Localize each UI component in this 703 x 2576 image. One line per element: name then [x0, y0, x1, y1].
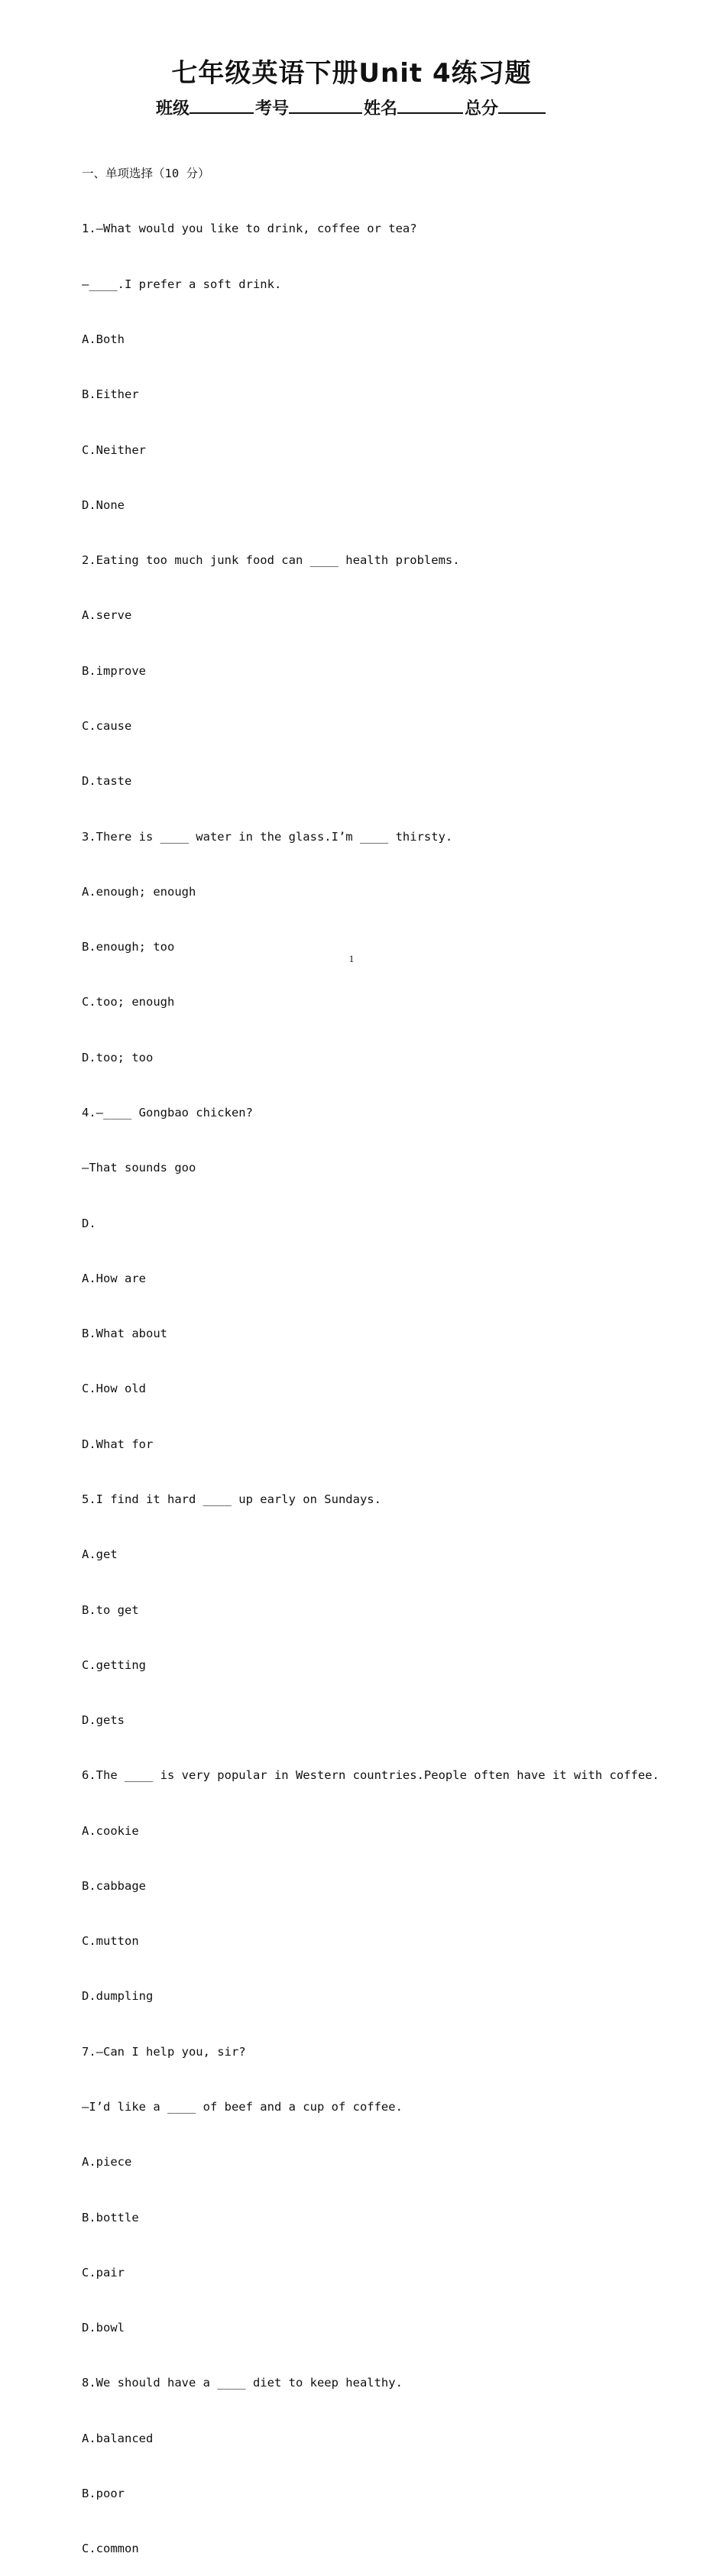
option-line: D.taste: [82, 774, 132, 789]
option-line: B.What about: [82, 1327, 167, 1341]
exam-number-label: 考号: [254, 99, 289, 118]
option-line: C.too; enough: [82, 995, 175, 1009]
option-line: D.gets: [82, 1713, 125, 1728]
option-line: D.dumpling: [82, 1989, 154, 2004]
option-line: C.common: [82, 2542, 139, 2556]
option-line: B.improve: [82, 663, 146, 678]
option-line: A.piece: [82, 2155, 132, 2169]
option-line: A.Both: [82, 332, 125, 347]
question-line: 5.I find it hard ____ up early on Sundays.: [82, 1492, 381, 1506]
question-line: 2.Eating too much junk food can ____ health problems.: [82, 553, 460, 568]
name-blank[interactable]: [397, 96, 463, 114]
option-line: C.How old: [82, 1382, 146, 1396]
option-line: C.cause: [82, 719, 132, 733]
option-line: C.mutton: [82, 1934, 139, 1949]
option-line: D.bowl: [82, 2321, 125, 2335]
option-line: A.How are: [82, 1271, 146, 1285]
option-line: A.cookie: [82, 1823, 139, 1838]
question-content: [82, 128, 685, 2576]
question-line: —That sounds goo: [82, 1161, 196, 1175]
option-line: C.Neither: [82, 442, 146, 457]
option-line: A.get: [82, 1547, 118, 1562]
option-line: B.to get: [82, 1602, 139, 1617]
option-line: B.bottle: [82, 2210, 139, 2224]
class-label: 班级: [155, 99, 190, 118]
option-line: B.enough; too: [82, 940, 175, 954]
section-heading: 一、单项选择（10 分）: [82, 167, 210, 181]
option-line: B.poor: [82, 2487, 125, 2500]
option-line: C.pair: [82, 2265, 125, 2280]
question-line: 6.The ____ is very popular in Western countries.People often have it with coffee.: [82, 1768, 659, 1783]
class-blank[interactable]: [190, 96, 254, 114]
score-blank[interactable]: [498, 96, 546, 114]
question-line: 4.—____ Gongbao chicken?: [82, 1105, 253, 1120]
option-line: D.too; too: [82, 1050, 154, 1064]
option-line: A.balanced: [82, 2431, 154, 2445]
question-line: —I’d like a ____ of beef and a cup of coffee.: [82, 2100, 403, 2114]
option-line: A.enough; enough: [82, 884, 196, 899]
page-number: 1: [348, 953, 355, 964]
name-label: 姓名: [364, 99, 398, 118]
option-line: D.None: [82, 497, 125, 512]
question-line: 7.—Can I help you, sir?: [82, 2044, 246, 2059]
option-line: B.cabbage: [82, 1878, 146, 1893]
exam-number-blank[interactable]: [289, 96, 362, 114]
page-title: 七年级英语下册Unit 4练习题: [171, 58, 532, 89]
option-line: C.getting: [82, 1657, 146, 1672]
score-label: 总分: [465, 99, 499, 118]
student-info-row: [0, 95, 703, 124]
question-line: —____.I prefer a soft drink.: [82, 277, 282, 291]
option-line: A.serve: [82, 608, 132, 623]
question-line: 8.We should have a ____ diet to keep healthy.: [82, 2376, 403, 2390]
question-line: 3.There is ____ water in the glass.I’m ____ thirsty.: [82, 829, 453, 844]
question-line: 1.—What would you like to drink, coffee or tea?: [82, 222, 417, 236]
option-line: B.Either: [82, 387, 139, 402]
option-line: D.What for: [82, 1437, 154, 1451]
question-line: D.: [82, 1216, 96, 1230]
